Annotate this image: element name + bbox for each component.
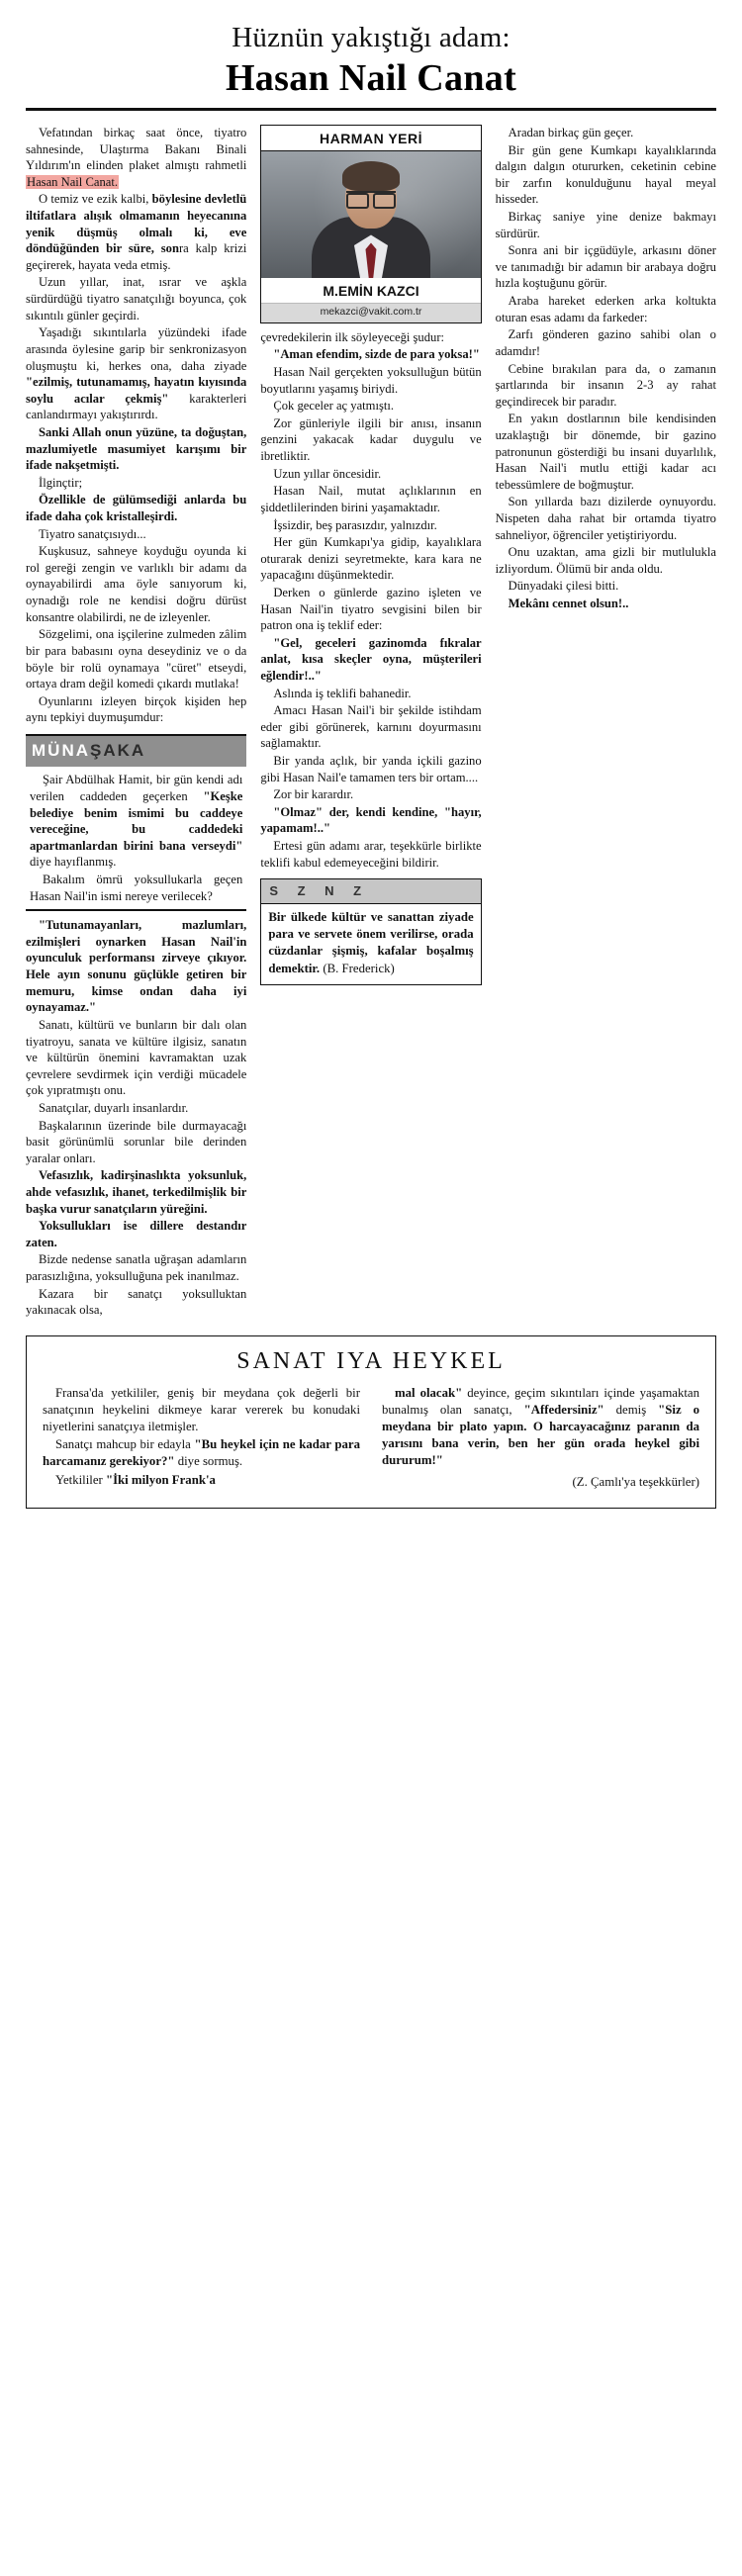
paragraph (26, 424, 246, 474)
portrait-hair (342, 161, 400, 191)
text-run-bold: böylesine devletlü iltifatlara alışık olmamanın heyecanına yenik düşmüş olmalı ki, eve döndüğünden bir süre, son (26, 192, 247, 256)
text-run-bold: "İki milyon Frank'a (105, 1472, 216, 1487)
quote-text: Bir ülkede kültür ve sanattan ziyade para ve servete önem verilirse, orada cüzdanlar şişmiş, kafalar boşalmış demektir. (268, 910, 474, 975)
munasaka-header-light: MÜNA (32, 740, 90, 760)
paragraph: İşsizdir, beş parasızdır, yalnızdır. (273, 517, 437, 532)
paragraph: Çok geceler aç yatmıştı. (273, 399, 395, 414)
text-run: Vefatından birkaç saat önce, tiyatro sahnesinde, Ulaştırma Bakanı Binali Yıldırım'ın elinden plaket almıştı rahmetli (26, 126, 247, 173)
text-run-bold: Yoksullukları ise dillere destandır zaten. (26, 1219, 247, 1249)
bottom-column-right (382, 1385, 699, 1492)
paragraph: Derken o günlerde gazino işleten ve Hasan Nail'in tiyatro sevgisini bilen bir patron ona iş teklif eder: (260, 585, 482, 633)
text-run-bold: "Olmaz" der, kendi kendine, "hayır, yapamam!.." (260, 804, 482, 836)
paragraph (260, 635, 481, 685)
quote-box-header: S Z N Z (261, 879, 480, 904)
bottom-column-left (43, 1385, 360, 1492)
paragraph: Cebine bırakılan para da, o zamanın şartlarında bir insanın 2-3 ay rahat geçindirecek bir paradır. (495, 361, 716, 409)
paragraph: Birkaç saniye yine denize bakmayı sürdürür. (495, 210, 716, 240)
text-run-bold: Mekânı cennet olsun!.. (508, 597, 629, 611)
paragraph (26, 492, 246, 524)
text-run: Yetkililer (55, 1472, 106, 1487)
paragraph: Ertesi gün adamı arar, teşekkürle birlikte teklifi kabul edemeyeceğini bildirir. (260, 839, 482, 870)
text-run: Sanatçı mahcup bir edayla (55, 1437, 195, 1452)
paragraph (43, 1472, 360, 1489)
headline-kicker: Hüznün yakıştığı adam: (232, 22, 510, 53)
paragraph: Oyunlarını izleyen birçok kişiden hep aynı tepkiyi duymuşumdur: (26, 693, 247, 725)
paragraph: Fransa'da yetkililer, geniş bir meydana çok değerli bir sanatçının heykelini dikmeye karar vererek bu konudaki niyetlerini sanatçıya iletmişler. (43, 1385, 360, 1434)
article-columns (26, 125, 716, 1320)
paragraph (382, 1385, 699, 1470)
paragraph: çevredekilerin ilk söyleyeceği şudur: (260, 329, 445, 344)
text-run: diye hayıflanmış. (30, 855, 117, 870)
paragraph: Son yıllarda bazı dizilerde oynuyordu. Nispeten daha rahat bir ortamda tiyatro sahneliyor, öğrenciler yetiştiriyordu. (495, 495, 716, 542)
text-run-bold: "Affedersiniz" (523, 1403, 604, 1418)
text-run: Yaşadığı sıkıntılarla yüzündeki ifade arasında öylesine garip bir senkronizasyon oluşmuştu ki, herkes ona, daha ziyade (26, 325, 247, 373)
column-left (26, 125, 246, 1320)
bottom-article-box (26, 1335, 716, 1509)
quote-source: (B. Frederick) (323, 961, 395, 975)
paragraph (26, 917, 246, 1016)
author-email[interactable]: mekazci@vakit.com.tr (261, 303, 480, 322)
paragraph (26, 1218, 246, 1250)
paragraph (26, 1167, 246, 1217)
page-title: Hasan Nail Canat (225, 57, 517, 99)
text-run-bold: "Aman efendim, sizde de para yoksa!" (273, 347, 480, 362)
paragraph: Tiyatro sanatçısıydı... (39, 526, 146, 541)
paragraph: Başkalarının üzerinde bile durmayacağı basit görünümlü sorunlar bile derinden yaralar onları. (26, 1118, 247, 1165)
text-run: karakterleri canlandırmayı yakıştırırdı. (26, 391, 247, 422)
text-run-bold: "ezilmiş, tutunamamış, hayatın kıyısında soylu acılar çekmiş" (26, 375, 247, 406)
paragraph: Uzun yıllar öncesidir. (273, 466, 382, 481)
glasses-icon (346, 191, 396, 204)
paragraph: Zarfı gönderen gazino sahibi olan o adamdır! (495, 327, 716, 358)
paragraph: Aslında iş teklifi bahanedir. (273, 686, 412, 700)
paragraph: En yakın dostlarının bile kendisinden uzaklaştığı bir dönemde, bir gazino patronunun gösterdiği bu insani duyarlılık, Hasan Nail'i mutlu ettiği kadar acı tebessümlere de boğmuştur. (495, 412, 716, 492)
munasaka-box (26, 734, 246, 911)
paragraph (26, 125, 246, 190)
paragraph: Kazara bir sanatçı yoksulluktan yakınacak olsa, (26, 1286, 247, 1318)
paragraph: Amacı Hasan Nail'i bir şekilde istihdam eder gibi görünerek, karnını doyurmasını sağlamaktır. (260, 703, 482, 751)
paragraph: Zor günleriyle ilgili bir anısı, insanın genzini yakacak kadar duygulu ve ibretliktir. (260, 415, 482, 464)
paragraph: Bakalım ömrü yoksullukarla geçen Hasan Nail'in ismi nereye verilecek? (30, 873, 243, 903)
text-run: diye sormuş. (174, 1454, 243, 1469)
text-run-bold: "Siz o meydana bir plato yapın. O harcayacağınız paranın da yarısını bana verin, ben her gün orada heykel gibi dururum!" (382, 1403, 700, 1468)
text-run-bold: "Keşke belediye benim ismimi bu caddeye vereceğine, bu caddedeki apartmanlardan birini bana verseydi" (30, 788, 243, 853)
text-run: deyince, geçim sıkıntıları içinde yaşamaktan bunalmış olan sanatçı, (382, 1385, 699, 1418)
quote-box (260, 878, 481, 984)
paragraph (496, 596, 716, 612)
paragraph: Hasan Nail gerçekten yoksulluğun bütün boyutlarını yaşamış biriydi. (260, 365, 482, 396)
column-center (260, 125, 481, 991)
text-run-bold: Vefasızlık, kadirşinaslıkta yoksunluk, ahde vefasızlık, ihanet, terkedilmişlik bir başka vurur sanatçıların yüreğini. (26, 1168, 247, 1216)
text-run: ra kalp krizi geçirerek, hayata veda etmiş. (26, 241, 247, 272)
paragraph: Bir gün gene Kumkapı kayalıklarında dalgın dalgın otururken, ceketinin cebine bir zarfın konulduğunu hayal meyal hisseder. (495, 142, 716, 207)
paragraph (30, 772, 242, 871)
text-run-bold: Sanki Allah onun yüzüne, ta doğuştan, mazlumiyetle masumiyet karışımı bir ifade nakşetmişti. (26, 424, 247, 473)
paragraph: Onu uzaktan, ama gizli bir mutlulukla izliyordum. Ölümü bir anda oldu. (495, 545, 716, 576)
text-run: demiş (603, 1403, 659, 1418)
section-title: HARMAN YERİ (261, 126, 480, 151)
text-run: O temiz ve ezik kalbi, (39, 192, 152, 207)
headline-block (26, 22, 716, 111)
paragraph: Sonra ani bir içgüdüyle, arkasını döner ve tanımadığı bir adamın bir arabaya doğru hızla koştuğunu görür. (495, 243, 716, 291)
paragraph (260, 346, 481, 363)
author-photo-box (260, 125, 481, 323)
quote-box-body (261, 904, 480, 983)
munasaka-header-dark: ŞAKA (90, 740, 146, 760)
paragraph: Dünyadaki çilesi bitti. (508, 579, 619, 594)
paragraph: Her gün Kumkapı'ya gidip, kayalıklara oturarak denizi seyretmekte, kara kara ne yapacağını düşünmektedir. (260, 535, 482, 583)
paragraph: Zor bir karardır. (273, 787, 354, 802)
munasaka-body (26, 767, 246, 904)
paragraph (26, 324, 246, 423)
paragraph (260, 804, 481, 837)
paragraph: Kuşkusuz, sahneye koyduğu oyunda ki rol gereği zengin ve varlıklı bir adamı da oynayabilirdi ama öyle sanıyorum ki, oynadığı role ne kendisi doğru dürüst konsantre olabilirdi, ne de izleyenler. (26, 544, 247, 624)
paragraph: Bir yanda açlık, bir yanda içkili gazino gibi Hasan Nail'e tamamen ters bir ortam.... (260, 754, 482, 784)
paragraph: Bizde nedense sanatla uğraşan adamların parasızlığına, yoksulluğuna pek inanılmaz. (26, 1252, 247, 1284)
paragraph (26, 191, 246, 273)
text-run-bold: "Bu heykel için ne kadar para harcamanız gerekiyor?" (43, 1437, 360, 1469)
column-right (496, 125, 716, 613)
text-run-bold: mal olacak" (395, 1385, 463, 1400)
author-portrait (261, 151, 480, 278)
paragraph (43, 1436, 360, 1470)
paragraph: Aradan birkaç gün geçer. (508, 126, 634, 139)
text-run: Şair Abdülhak Hamit, bir gün kendi adı verilen caddeden geçerken (30, 773, 243, 803)
text-run-bold: Özellikle de gülümsediği anlarda bu ifade daha çok kristalleşirdi. (26, 493, 247, 524)
munasaka-header (26, 736, 246, 767)
paragraph: Araba hareket ederken arka koltukta oturan esas adamı da farkeder: (495, 294, 716, 324)
author-name: M.EMİN KAZCI (323, 283, 419, 300)
paragraph: Sanatı, kültürü ve bunların bir dalı olan tiyatroyu, sanata ve kültüre ilgisiz, sanatın ve kültürün önemini kavramaktan uzak çevrelere sevdirmek için verdiği mücadele çok yıpratmıştı onu. (26, 1017, 247, 1098)
paragraph: Hasan Nail, mutat açlıklarının en şiddetlilerinden birini yaşamaktadır. (260, 484, 482, 514)
highlighted-name: Hasan Nail Canat. (27, 174, 118, 189)
paragraph: Sanatçılar, duyarlı insanlardır. (39, 1100, 189, 1115)
article-credit: (Z. Çamlı'ya teşekkürler) (572, 1474, 699, 1489)
bottom-article-title: SANAT IYA HEYKEL (236, 1347, 506, 1374)
bottom-article-columns (43, 1385, 699, 1492)
paragraph: Sözgelimi, ona işçilerine zulmeden zâlim bir para babasını oyna deseydiniz ve o da böyle bir rolü oynamaya "cüret" etseydi, ortaya dram değil komedi çıkardı mutlaka! (26, 627, 247, 691)
text-run-bold: "Tutunamayanları, mazlumları, ezilmişleri oynarken Hasan Nail'in oyunculuk performansı zirveye çıkıyor. Hele ayın sonunu güçlükle getiren bir memuru, kimse ondan daha iyi oynayamaz." (26, 918, 247, 1015)
paragraph: İlginçtir; (39, 475, 83, 490)
paragraph: Uzun yıllar, inat, ısrar ve aşkla sürdürdüğü tiyatro sanatçılığı boyunca, çok sıkıntılı günler geçirdi. (26, 275, 247, 322)
text-run-bold: "Gel, geceleri gazinomda fıkralar anlat, kısa skeçler oyna, müşterileri eğlendir!.." (260, 635, 482, 683)
